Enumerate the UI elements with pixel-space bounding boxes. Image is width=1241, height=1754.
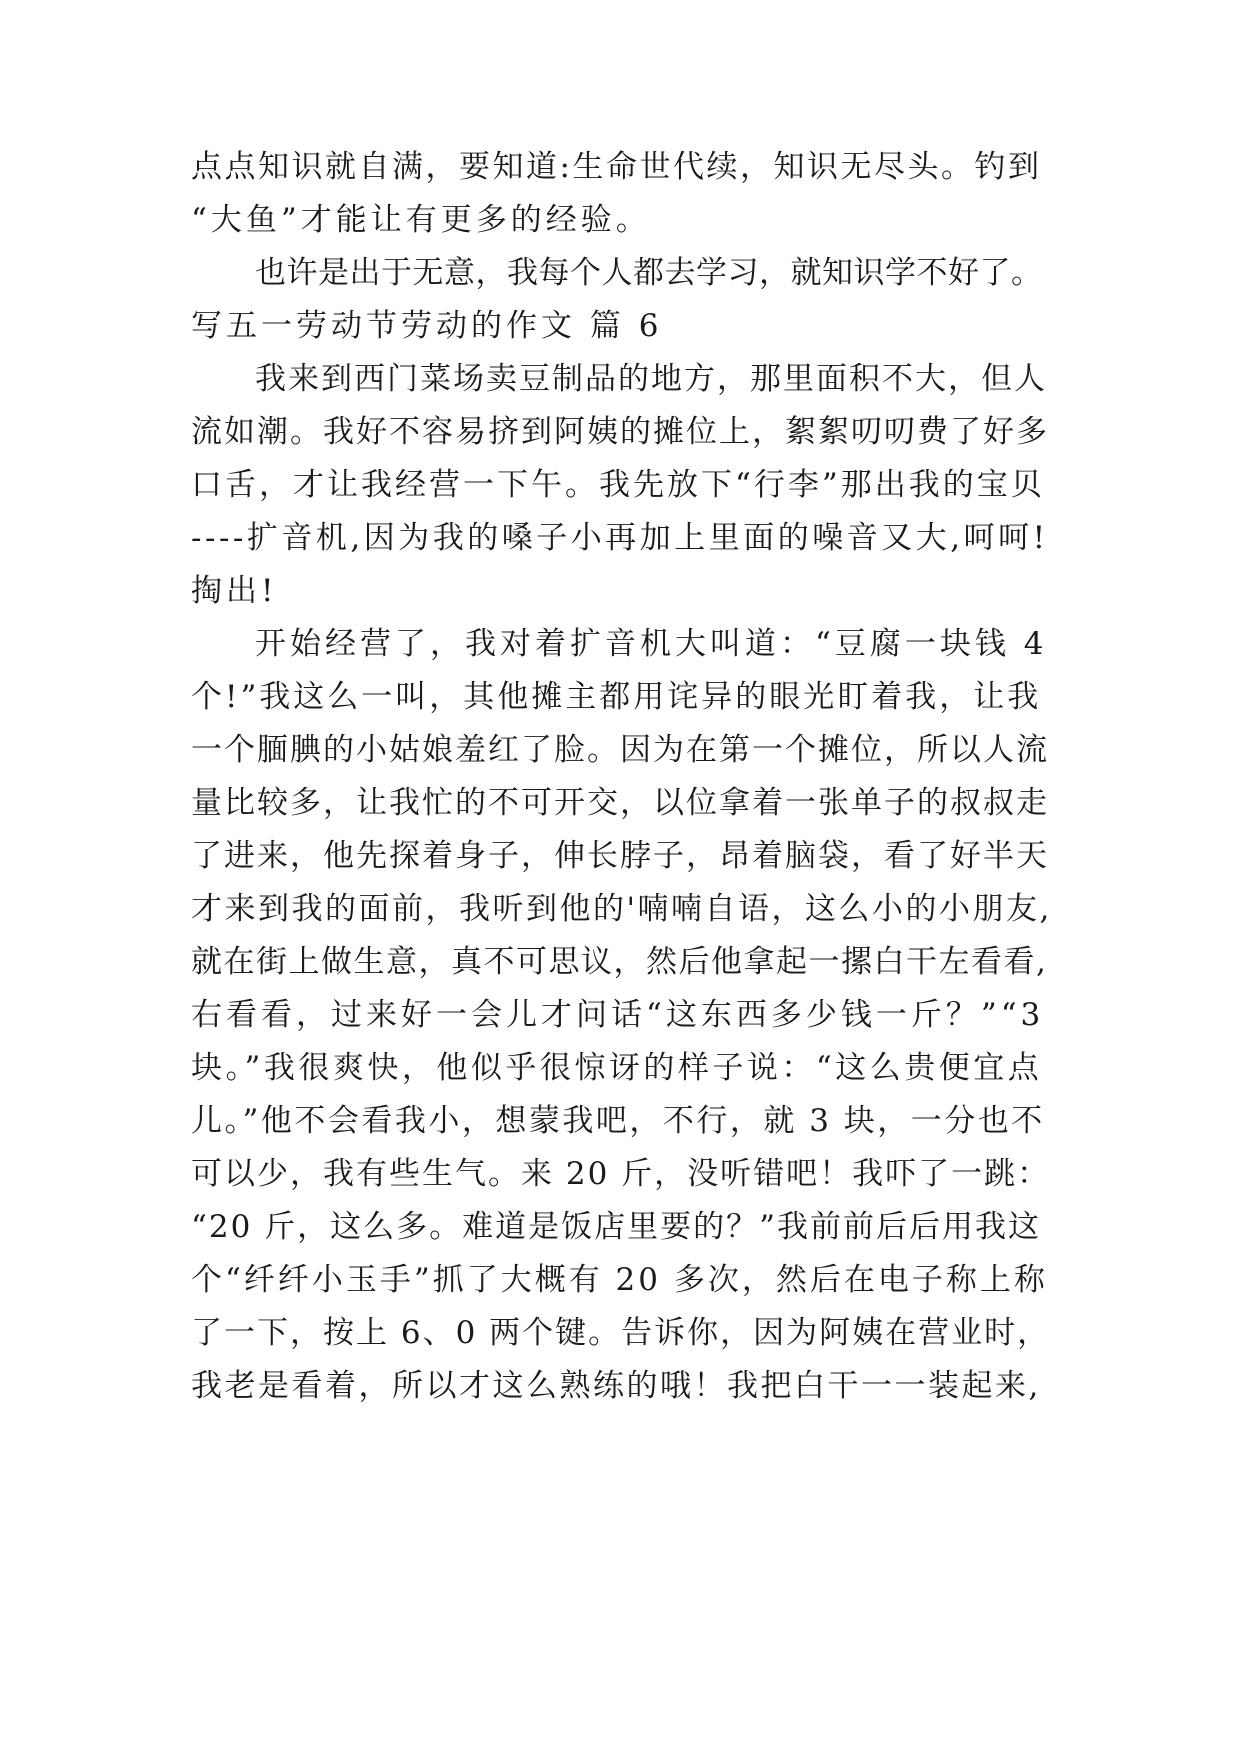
text-line: 可以少，我有些生气。来 20 斤，没听错吧！我吓了一跳：: [191, 1156, 1051, 1192]
text-line: 我老是看着，所以才这么熟练的哦！我把白干一一装起来,: [191, 1368, 1041, 1404]
text-line: ----扩音机,因为我的嗓子小再加上里面的噪音又大,呵呵!: [191, 520, 1049, 556]
text-line: 一个腼腆的小姑娘羞红了脸。因为在第一个摊位，所以人流: [191, 732, 1049, 768]
text-line: 我来到西门菜场卖豆制品的地方，那里面积不大，但人: [255, 361, 1047, 397]
text-line: 个“纤纤小玉手”抓了大概有 20 多次，然后在电子称上称: [191, 1262, 1048, 1298]
text-line: 了进来，他先探着身子，伸长脖子，昂着脑袋，看了好半天: [191, 838, 1049, 874]
text-line: 了一下，按上 6、0 两个键。告诉你，因为阿姨在营业时，: [191, 1315, 1051, 1351]
text-line: 掏出!: [191, 573, 278, 609]
text-line: 开始经营了，我对着扩音机大叫道：“豆腐一块钱 4: [255, 626, 1048, 662]
text-line: 个!”我这么一叫，其他摊主都用诧异的眼光盯着我，让我: [191, 679, 1042, 715]
text-line: 就在街上做生意，真不可思议，然后他拿起一摞白干左看看,: [191, 944, 1048, 980]
text-line: 才来到我的面前，我听到他的'喃喃自语，这么小的小朋友,: [191, 891, 1052, 927]
text-line: 口舌，才让我经营一下午。我先放下“行李”那出我的宝贝: [191, 467, 1045, 503]
text-line: 块。”我很爽快，他似乎很惊讶的样子说：“这么贵便宜点: [191, 1050, 1043, 1086]
text-line: “20 斤，这么多。难道是饭店里要的？”我前前后后用我这: [191, 1209, 1041, 1245]
text-line: “大鱼”才能让有更多的经验。: [191, 202, 651, 238]
text-line: 量比较多，让我忙的不可开交，以位拿着一张单子的叔叔走: [191, 785, 1049, 821]
text-line: 儿。”他不会看我小，想蒙我吧，不行，就 3 块，一分也不: [191, 1103, 1045, 1139]
text-line: 流如潮。我好不容易挤到阿姨的摊位上，絮絮叨叨费了好多: [191, 414, 1049, 450]
text-line: 右看看，过来好一会儿才问话“这东西多少钱一斤？”“3: [191, 997, 1045, 1033]
text-line: 也许是出于无意，我每个人都去学习，就知识学不好了。: [255, 255, 1043, 291]
text-line: 点点知识就自满，要知道:生命世代续，知识无尽头。钓到: [191, 149, 1042, 185]
section-heading: 写五一劳动节劳动的作文 篇 6: [191, 308, 663, 344]
